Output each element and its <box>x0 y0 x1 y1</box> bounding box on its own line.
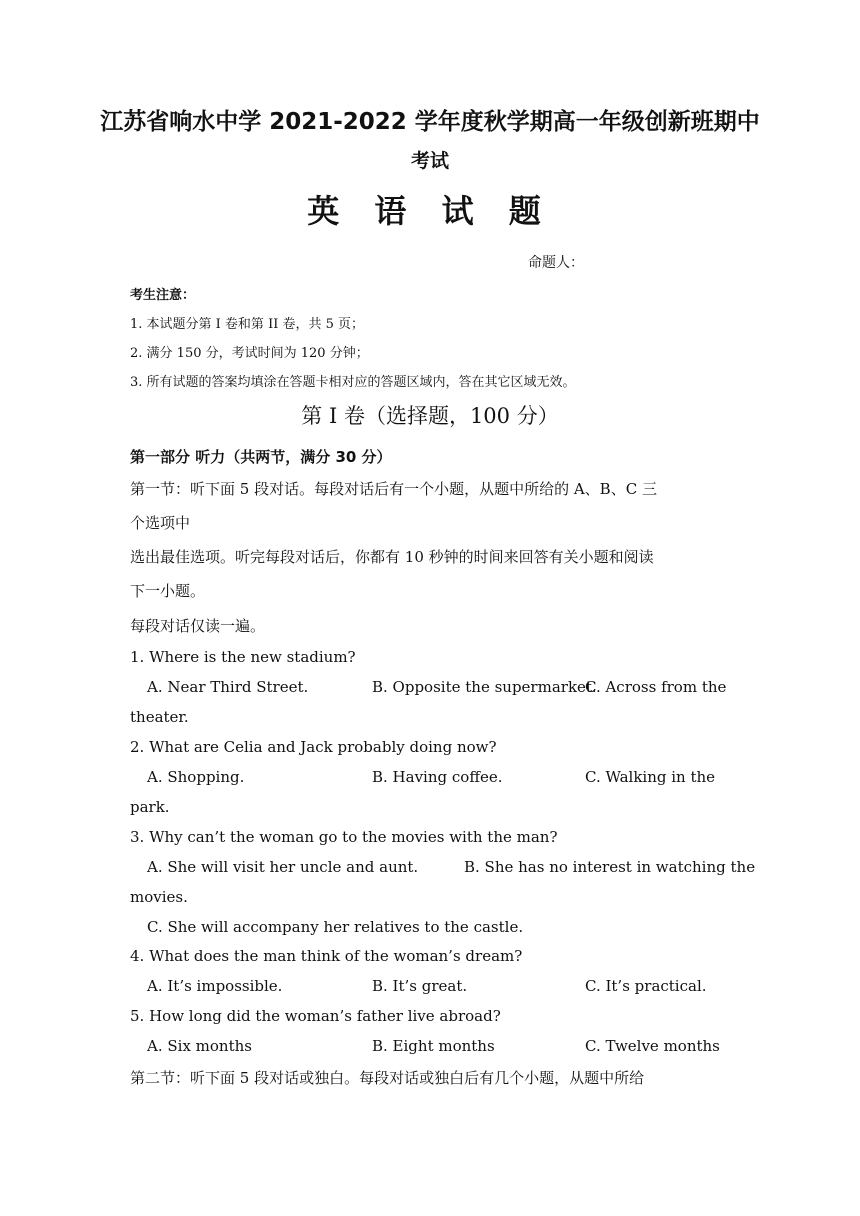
option-b: B. Eight months <box>372 1037 495 1055</box>
main-title: 英 语 试 题 <box>307 192 553 230</box>
part2-instruction: 第二节：听下面 5 段对话或独白。每段对话或独白后有几个小题，从题中所给 <box>130 1069 645 1087</box>
part1-heading: 第一部分 听力（共两节，满分 30 分） <box>130 448 392 466</box>
option-c: C. She will accompany her relatives to the castle. <box>147 918 524 936</box>
exam-title-line1: 江苏省响水中学 2021-2022 学年度秋学期高一年级创新班期中 <box>100 109 760 135</box>
notice-heading: 考生注意： <box>130 288 196 303</box>
option-a: A. She will visit her uncle and aunt. <box>147 858 419 876</box>
option-a: A. Near Third Street. <box>147 678 309 696</box>
question-text: 3. Why can’t the woman go to the movies with the man? <box>130 828 558 846</box>
option-c: C. Twelve months <box>585 1037 720 1055</box>
author-label: 命题人： <box>528 255 584 271</box>
instruction-line: 第一节：听下面 5 段对话。每段对话后有一个小题，从题中所给的 A、B、C 三 <box>130 480 657 498</box>
notice-item: 3. 所有试题的答案均填涂在答题卡相对应的答题区域内，答在其它区域无效。 <box>130 375 576 390</box>
option-a: A. Shopping. <box>147 768 245 786</box>
option-c: C. It’s practical. <box>585 977 707 995</box>
instruction-line: 选出最佳选项。听完每段对话后，你都有 10 秒钟的时间来回答有关小题和阅读 <box>130 548 654 566</box>
option-a: A. It’s impossible. <box>147 977 283 995</box>
option-b: B. Opposite the supermarket. <box>372 678 597 696</box>
section-title: 第 I 卷（选择题，100 分） <box>301 404 559 428</box>
question-text: 5. How long did the woman’s father live abroad? <box>130 1007 501 1025</box>
question-text: 1. Where is the new stadium? <box>130 648 356 666</box>
option-continuation: park. <box>130 798 170 816</box>
instruction-line: 下一小题。 <box>130 582 206 600</box>
question-text: 4. What does the man think of the woman’s dream? <box>130 947 523 965</box>
option-b: B. It’s great. <box>372 977 468 995</box>
question-text: 2. What are Celia and Jack probably doing now? <box>130 738 497 756</box>
notice-item: 2. 满分 150 分，考试时间为 120 分钟； <box>130 346 369 361</box>
exam-title-line2: 考试 <box>410 150 449 172</box>
option-continuation: theater. <box>130 708 189 726</box>
instruction-line: 个选项中 <box>130 514 191 532</box>
notice-item: 1. 本试题分第 I 卷和第 II 卷，共 5 页； <box>130 317 365 332</box>
option-b: B. She has no interest in watching the <box>464 858 756 876</box>
option-continuation: movies. <box>130 888 188 906</box>
instruction-line: 每段对话仅读一遍。 <box>130 617 266 635</box>
option-c: C. Walking in the <box>585 768 716 786</box>
option-a: A. Six months <box>147 1037 252 1055</box>
option-c: C. Across from the <box>585 678 727 696</box>
option-b: B. Having coffee. <box>372 768 503 786</box>
